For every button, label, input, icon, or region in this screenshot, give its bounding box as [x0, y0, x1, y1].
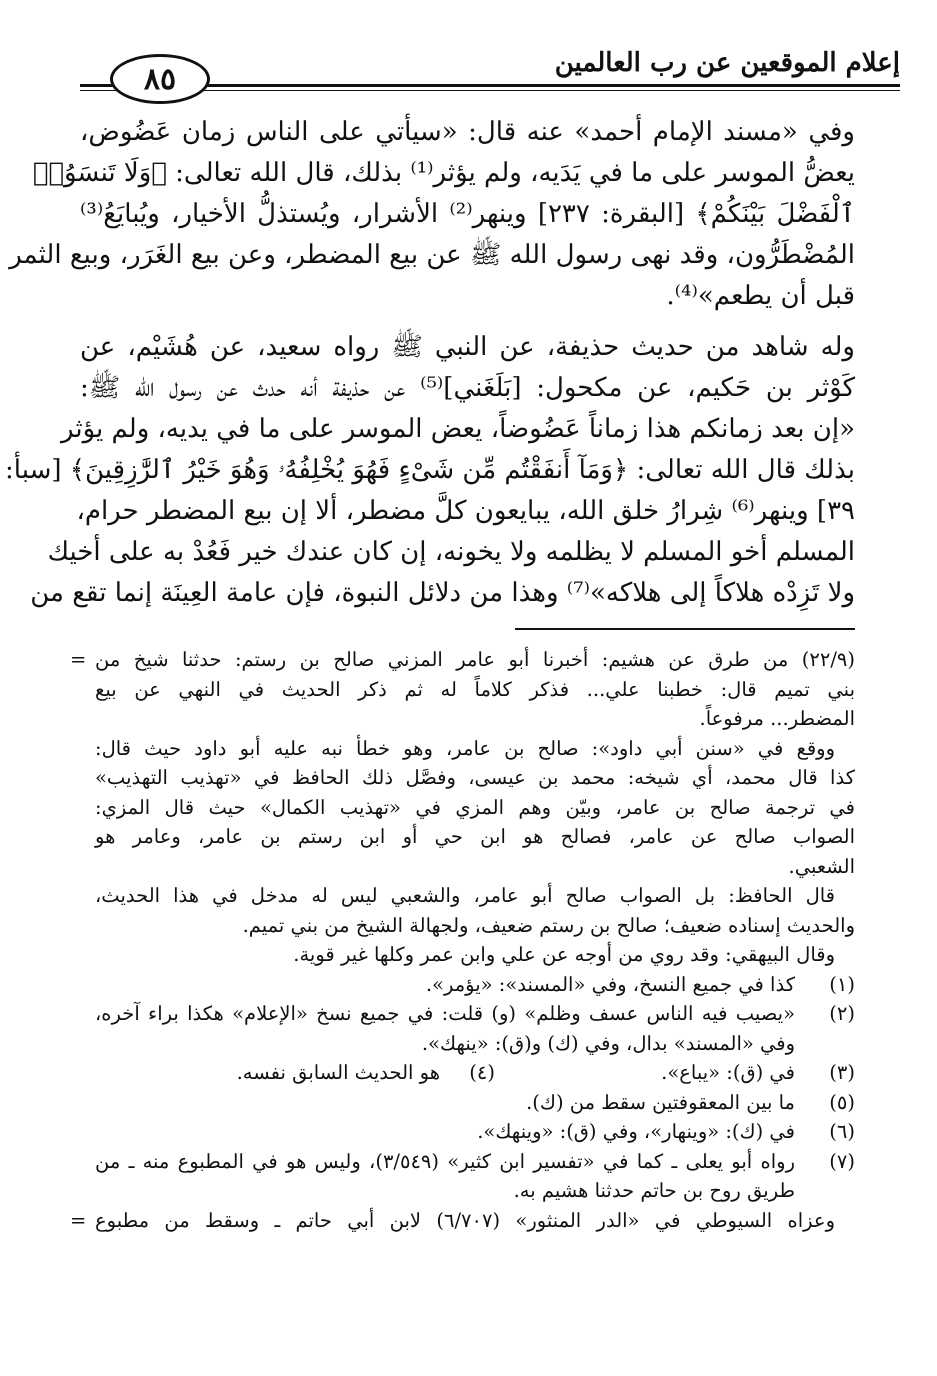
text-line: وله شاهد من حديث حذيفة، عن النبي ﷺ رواه سعيد، عن هُشَيْم، عن	[80, 332, 855, 362]
footnote-line: طريق روح بن حاتم حدثنا هشيم به.	[513, 1179, 795, 1202]
footnote-5: (٥) ما بين المعقوفتين سقط من (ك).	[526, 1090, 855, 1114]
text-line: ولا تَزِدْه هلاكاً إلى هلاكه»⁽⁷⁾ وهذا من دلائل النبوة، فإن عامة العِينَة إنما تقع من	[30, 578, 855, 608]
page-header	[80, 40, 900, 100]
text-line: بذلك قال الله تعالى: ﴿وَمَآ أَنفَقْتُم مِّن شَىْءٍ فَهُوَ يُخْلِفُهُۥ وَهُوَ خَيْرُ ٱلرَّٰزِقِينَ﴾ [سبأ:	[5, 455, 855, 485]
footnote-line: بني تميم قال: خطبنا علي... فذكر كلاماً له ثم ذكر الحديث في النهي عن بيع	[95, 677, 855, 701]
footnote-1: (١) كذا في جميع النسخ، وفي «المسند»: «يؤمر».	[425, 972, 855, 996]
text-line: المسلم أخو المسلم لا يظلمه ولا يخونه، إن كان عندك خير فَعُدْ به على أخيك	[47, 537, 855, 567]
text-line: وفي «مسند الإمام أحمد» عنه قال: «سيأتي على الناس زمان عَضُوض،	[80, 117, 855, 147]
footnote-line: قال الحافظ: بل الصواب صالح أبو عامر، والشعبي ليس له مدخل في هذا الحديث،	[95, 884, 835, 907]
footnote-line: وقال البيهقي: وقد روي من أوجه عن علي وابن عمر وكلها غير قوية.	[293, 943, 835, 966]
text-line: ٱلْفَضْلَ بَيْنَكُمْ﴾ [البقرة: ٢٣٧] وينهر⁽²⁾ الأشرار، ويُستذلُّ الأخيار، ويُبايَعُ⁽³⁾	[80, 199, 855, 229]
continuation-mark: =	[70, 1208, 87, 1232]
text-line: ٣٩] وينهر⁽⁶⁾ شِرارُ خلق الله، يبايعون كلَّ مضطر، ألا إن بيع المضطر حرام،	[76, 496, 855, 526]
footnote-line: (٢٢/٩) من طرق عن هشيم: أخبرنا أبو عامر المزني صالح بن رستم: حدثنا شيخ من =	[70, 645, 855, 675]
book-title: إعلام الموقعين عن رب العالمين	[547, 48, 900, 78]
footnote-6: (٦) في (ك): «وينهار»، وفي (ق): «وينهك».	[477, 1120, 855, 1143]
footnote-separator	[515, 628, 855, 630]
footnote-line: كذا قال محمد، أي شيخه: محمد بن عيسى، وفصَّل ذلك الحافظ في «تهذيب التهذيب»	[95, 766, 855, 789]
footnote-line: الشعبي.	[788, 854, 855, 878]
footnote-line: والحديث إسناده ضعيف؛ صالح بن رستم ضعيف، ولجهالة الشيخ من بني تميم.	[242, 913, 855, 937]
footnote-line: وفي «المسند» بدال، وفي (ك) و(ق): «ينهك».	[421, 1031, 795, 1055]
page-number: ٨٥	[110, 54, 210, 104]
footnotes	[70, 645, 855, 1235]
text-line: كَوْثر بن حَكيم، عن مكحول: [بَلَغَني]⁽⁵⁾ عن حذيفة أنه حدث عن رسول الله ﷺ:	[80, 373, 855, 403]
footnote-3-4: (٣) في (ق): «يباع». (٤) هو الحديث السابق نفسه.	[236, 1061, 855, 1084]
text-line: يعضُّ الموسر على ما في يَدَيه، ولم يؤثر⁽¹⁾ بذلك، قال الله تعالى: ﴿وَلَا تَنسَوُا۟	[32, 158, 855, 188]
footnote-line: الصواب صالح عن عامر، فصالح هو ابن حي أو ابن رستم بن عامر، وعامر هو	[95, 825, 855, 848]
continuation-mark: =	[70, 648, 87, 671]
footnote-line: وعزاه السيوطي في «الدر المنثور» (٦/٧٠٧) لابن أبي حاتم ـ وسقط من مطبوع =	[70, 1206, 855, 1236]
footnote-7: (٧) رواه أبو يعلى ـ كما في «تفسير ابن كثير» (٣/٥٤٩)، وليس هو في المطبوع منه ـ من	[95, 1149, 855, 1173]
footnote-2: (٢) «يصيب فيه الناس عسف وظلم» (و) قلت: في جميع نسخ «الإعلام» هكذا براء آخره،	[95, 1002, 855, 1025]
text-line: المُضْطَرُّون، وقد نهى رسول الله ﷺ عن بيع المضطر، وعن بيع الغَرَر، وبيع الثمر	[9, 240, 855, 270]
main-text	[5, 112, 855, 614]
footnote-line: المضطر... مرفوعاً.	[699, 707, 855, 730]
text-line: قبل أن يطعم»⁽⁴⁾.	[666, 281, 855, 311]
footnote-line: في ترجمة صالح بن عامر، وبيّن وهم المزي في «تهذيب الكمال» حيث قال المزي:	[95, 795, 855, 819]
footnote-line: ووقع في «سنن أبي داود»: صالح بن عامر، وهو خطأ نبه عليه أبو داود حيث قال:	[95, 736, 835, 760]
text-line: «إن بعد زمانكم هذا زماناً عَضُوضاً، يعض الموسر على ما في يديه، ولم يؤثر	[60, 414, 855, 444]
